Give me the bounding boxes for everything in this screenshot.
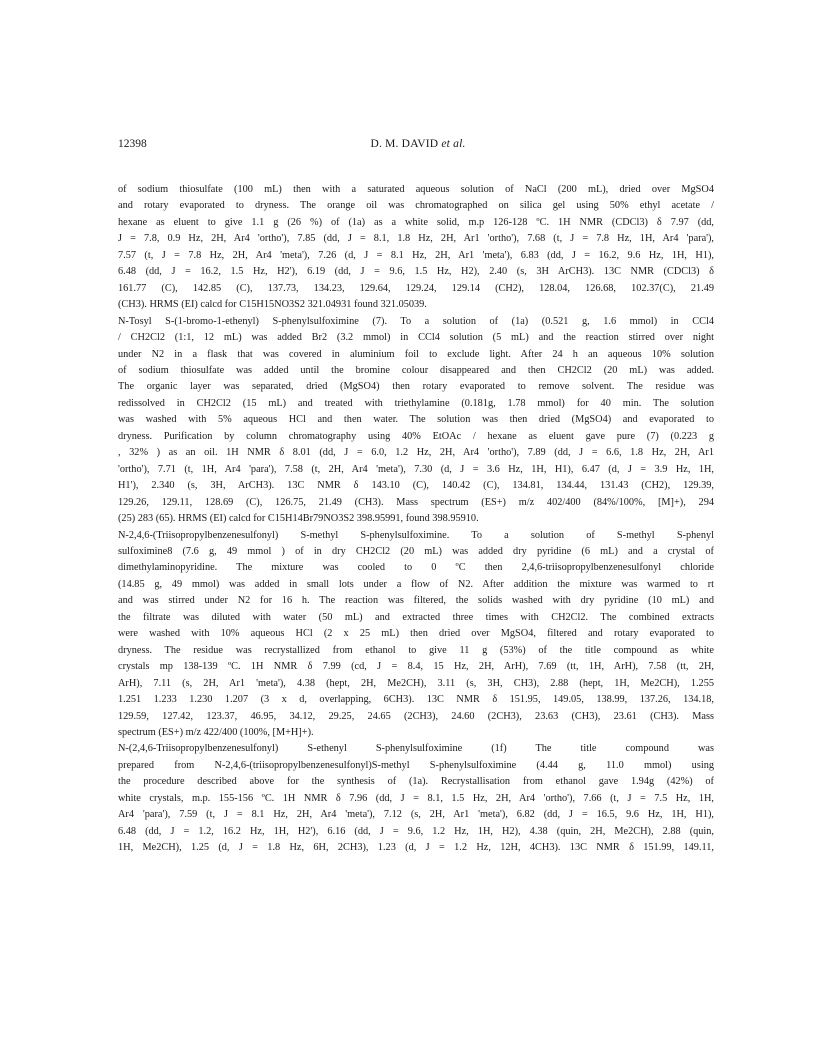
text-line: of sodium thiosulfate was added until the bromine colour disappeared and then CH2Cl2 (20 mL) was added.: [118, 364, 714, 376]
text-line: 1H, Me2CH), 1.25 (d, J = 1.8 Hz, 6H, 2CH3), 1.23 (d, J = 1.2 Hz, 12H, 4CH3). 13C NMR δ 151.99, 149.11,: [118, 842, 714, 854]
text-line: (14.85 g, 49 mmol) was added in small lots under a flow of N2. After addition the mixture was warmed to rt: [118, 578, 714, 590]
text-line: spectrum (ES+) m/z 422/400 (100%, [M+H]+).: [118, 726, 314, 738]
text-line: The organic layer was separated, dried (MgSO4) then rotary evaporated to remove solvent. The residue was: [118, 381, 714, 393]
text-line: (CH3). HRMS (EI) calcd for C15H15NO3S2 321.04931 found 321.05039.: [118, 299, 427, 311]
text-line: ArH), 7.11 (s, 2H, Ar1 'meta'), 4.38 (hept, 2H, Me2CH), 3.11 (s, 3H, CH3), 2.88 (hept, 1H, Me2CH), 1.255: [118, 677, 714, 689]
text-line: (25) 283 (65). HRMS (EI) calcd for C15H14Br79NO3S2 398.95991, found 398.95910.: [118, 513, 479, 525]
text-line: sulfoximine8 (7.6 g, 49 mmol ) of in dry CH2Cl2 (20 mL) was added dry pyridine (6 mL) and a crystal of: [118, 545, 714, 557]
text-line: 129.26, 129.11, 128.69 (C), 126.75, 21.49 (CH3). Mass spectrum (ES+) m/z 402/400 (84%/100%, [M]+), 294: [118, 496, 714, 508]
text-line: dimethylaminopyridine. The mixture was cooled to 0 ºC then 2,4,6-triisopropylbenzenesulfonyl chloride: [118, 562, 714, 574]
text-line: 161.77 (C), 142.85 (C), 137.73, 134.23, 129.64, 129.24, 129.14 (CH2), 128.04, 126.68, 102.37(C), 21.49: [118, 282, 714, 294]
paragraph-triisopropyl-methyl: [118, 528, 714, 742]
text-line: and rotary evaporated to dryness. The orange oil was chromatographed on silica gel using 50% ethyl acetate /: [118, 200, 714, 212]
text-line: 129.59, 127.42, 123.37, 46.95, 34.12, 29.25, 24.65 (2CH3), 24.60 (2CH3), 23.63 (CH3), 23.61 (CH3). Mass: [118, 710, 714, 722]
text-line: white crystals, m.p. 155-156 ºC. 1H NMR δ 7.96 (dd, J = 8.1, 1.5 Hz, 2H, Ar4 'ortho'), 7.66 (t, J = 7.5 Hz, 1H,: [118, 792, 714, 804]
page-number: 12398: [118, 138, 147, 150]
running-title-authors: D. M. DAVID: [370, 138, 439, 150]
running-title-et-al: et al.: [441, 138, 466, 150]
text-line: the filtrate was diluted with water (50 mL) and extracted three times with CH2Cl2. The combined extracts: [118, 611, 714, 623]
text-line: J = 7.8, 0.9 Hz, 2H, Ar4 'ortho'), 7.85 (dd, J = 8.1, 1.8 Hz, 2H, Ar1 'ortho'), 7.68 (t, J = 7.8 Hz, 1H, Ar4 'para'),: [118, 233, 714, 245]
paragraph-compound-1f: [118, 741, 714, 856]
text-line: was washed with 5% aqueous HCl and then water. The solution was then dried (MgSO4) and evaporated to: [118, 414, 714, 426]
text-line: were washed with 10% aqueous HCl (2 x 25 mL) then dried over MgSO4, filtered and rotary evaporated to: [118, 628, 714, 640]
experimental-text: [118, 182, 714, 857]
text-line: N-(2,4,6-Triisopropylbenzenesulfonyl) S-ethenyl S-phenylsulfoximine (1f) The title compound was: [118, 743, 714, 755]
text-line: 1.251 1.233 1.230 1.207 (3 x d, overlapping, 6CH3). 13C NMR δ 151.95, 149.05, 138.99, 137.26, 134.18,: [118, 694, 714, 706]
text-line: crystals mp 138-139 ºC. 1H NMR δ 7.99 (cd, J = 8.4, 15 Hz, 2H, ArH), 7.69 (tt, 1H, ArH), 7.58 (tt, 2H,: [118, 661, 714, 673]
text-line: under N2 in a flask that was covered in aluminium foil to exclude light. After 24 h an aqueous 10% solution: [118, 348, 714, 360]
text-line: N-Tosyl S-(1-bromo-1-ethenyl) S-phenylsulfoximine (7). To a solution of (1a) (0.521 g, 1.6 mmol) in CCl4: [118, 315, 714, 327]
text-line: N-2,4,6-(Triisopropylbenzenesulfonyl) S-methyl S-phenylsulfoximine. To a solution of S-methyl S-phenyl: [118, 529, 714, 541]
text-line: 'ortho'), 7.71 (t, 1H, Ar4 'para'), 7.58 (t, 2H, Ar4 'meta'), 7.30 (d, J = 3.6 Hz, 1H, H1), 6.47 (d, J = 3.9 Hz, 1H,: [118, 463, 714, 475]
text-line: the procedure described above for the synthesis of (1a). Recrystallisation from ethanol gave 1.94g (42%) of: [118, 776, 714, 788]
text-line: redissolved in CH2Cl2 (15 mL) and treated with triethylamine (0.181g, 1.78 mmol) for 40 min. The solution: [118, 397, 714, 409]
text-line: H1'), 2.340 (s, 3H, ArCH3). 13C NMR δ 143.10 (C), 140.42 (C), 134.81, 134.44, 131.43 (CH2), 129.39,: [118, 480, 714, 492]
text-line: and was stirred under N2 for 16 h. The reaction was filtered, the solids washed with dry pyridine (10 mL) and: [118, 595, 714, 607]
text-line: 7.57 (t, J = 7.8 Hz, 2H, Ar4 'meta'), 7.26 (d, J = 8.1 Hz, 2H, Ar1 'meta'), 6.83 (dd, J = 16.2, 9.6 Hz, 1H, H1),: [118, 249, 714, 261]
text-line: dryness. The residue was recrystallized from ethanol to give 11 g (53%) of the title compound as white: [118, 644, 714, 656]
paragraph-compound-7: [118, 314, 714, 528]
text-line: dryness. Purification by column chromatography using 40% EtOAc / hexane as eluent gave pure (7) (0.223 g: [118, 430, 714, 442]
text-line: Ar4 'para'), 7.59 (t, J = 8.1 Hz, 2H, Ar4 'meta'), 7.12 (s, 2H, Ar1 'meta'), 6.82 (dd, J = 16.5, 9.6 Hz, 1H, H1),: [118, 809, 714, 821]
page-header: [118, 138, 718, 154]
running-title: [118, 138, 718, 150]
text-line: 6.48 (dd, J = 1.2, 16.2 Hz, 1H, H2'), 6.16 (dd, J = 9.6, 1.2 Hz, 1H, H2), 4.38 (quin, 2H, Me2CH), 2.88 (quin,: [118, 825, 714, 837]
text-line: / CH2Cl2 (1:1, 12 mL) was added Br2 (3.2 mmol) in CCl4 solution (5 mL) and the reaction stirred over night: [118, 332, 714, 344]
paragraph-continuation: [118, 182, 714, 314]
text-line: prepared from N-2,4,6-(triisopropylbenzenesulfonyl)S-methyl S-phenylsulfoximine (4.44 g, 11.0 mmol) using: [118, 759, 714, 771]
text-line: of sodium thiosulfate (100 mL) then with a saturated aqueous solution of NaCl (200 mL), dried over MgSO4: [118, 184, 714, 195]
text-line: 6.48 (dd, J = 16.2, 1.5 Hz, H2'), 6.19 (dd, J = 9.6, 1.5 Hz, H2), 2.40 (s, 3H ArCH3). 13C NMR (CDCl3) δ: [118, 266, 714, 278]
text-line: , 32% ) as an oil. 1H NMR δ 8.01 (dd, J = 6.0, 1.2 Hz, 2H, Ar4 'ortho'), 7.89 (dd, J = 6.6, 1.8 Hz, 2H, Ar1: [118, 447, 714, 459]
text-line: hexane as eluent to give 1.1 g (26 %) of (1a) as a white solid, m.p 126-128 ºC. 1H NMR (CDCl3) δ 7.97 (dd,: [118, 216, 714, 228]
